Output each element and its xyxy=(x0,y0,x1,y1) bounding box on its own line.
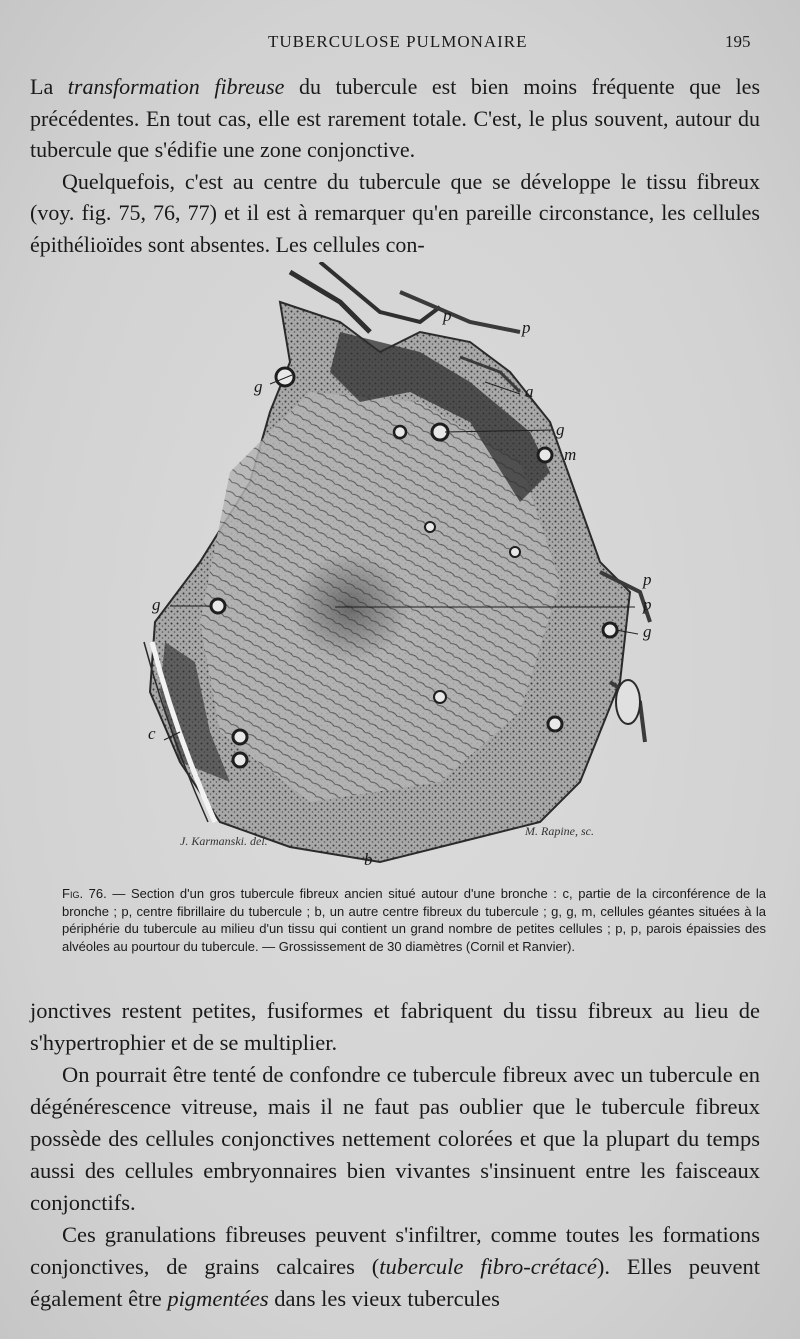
running-title: TUBERCULOSE PULMONAIRE xyxy=(268,32,528,51)
figure-caption xyxy=(62,885,766,955)
paragraph xyxy=(30,71,760,166)
label-b: b xyxy=(364,850,373,869)
emphasis-text: tubercule fibro-crétacé xyxy=(379,1254,597,1279)
tubercle-engraving xyxy=(140,262,660,872)
giant-cell xyxy=(276,368,294,386)
body-text-bottom xyxy=(30,995,760,1315)
label-p: p xyxy=(443,306,452,325)
label-a: a xyxy=(525,382,534,401)
giant-cell xyxy=(233,730,247,744)
engraver-signature: M. Rapine, sc. xyxy=(525,824,594,838)
text-run: La xyxy=(30,74,68,99)
engraver-signature: J. Karmanski. del. xyxy=(180,834,268,848)
paragraph xyxy=(30,1219,760,1315)
giant-cell xyxy=(211,599,225,613)
text-run: du tubercule est bien moins fréquente que les précédentes. En tout cas, elle est rarement totale. C'est, le plus souvent, autour du tubercule que s'édifie une zone conjonctive. xyxy=(30,74,761,162)
label-g: g xyxy=(643,622,652,641)
page-number: 195 xyxy=(725,32,751,51)
figure-tubercle-section xyxy=(140,262,660,872)
text-run: dans les vieux tubercules xyxy=(268,1286,500,1311)
label-p: p xyxy=(643,570,652,589)
paragraph: jonctives restent petites, fusiformes et fabriquent du tissu fibreux au lieu de s'hypertrophier et de se multiplier. xyxy=(30,998,760,1055)
body-text-top xyxy=(30,71,760,260)
caption-text: — Section d'un gros tubercule fibreux ancien situé autour d'une bronche : c, partie de la circonférence de la bronche ; p, centre fibrillaire du tubercule ; b, un autre centre fibreux du tubercule ; g, g, m, cellules géantes situées à la périphérie du tubercule au milieu d'un tissu qui contient un grand nombre de petites cellules ; p, p, parois épaissies des alvéoles au pourtour du tubercule. — Grossissement de 30 diamètres (Cornil et Ranvier). xyxy=(62,886,766,954)
emphasis-text: pigmentées xyxy=(167,1286,269,1311)
label-g: g xyxy=(556,420,565,439)
giant-cell xyxy=(233,753,247,767)
label-g: g xyxy=(152,595,161,614)
figure-number: Fig. 76. xyxy=(62,886,107,901)
giant-cell xyxy=(548,717,562,731)
emphasis-text: transformation fibreuse xyxy=(67,74,285,99)
label-p: p xyxy=(643,595,652,614)
giant-cell xyxy=(603,623,617,637)
paragraph: Quelquefois, c'est au centre du tubercule que se développe le tissu fibreux (voy. fig. 75, 76, 77) et il est à remarquer qu'en pareille circonstance, les cellules épithélioïdes sont absentes. Les cellules con- xyxy=(30,168,760,257)
label-m: m xyxy=(564,445,577,464)
paragraph: On pourrait être tenté de confondre ce tubercule fibreux avec un tubercule en dégénérescence vitreuse, mais il ne faut pas oublier que le tubercule fibreux possède des cellules conjonctives nettement colorées et que la plupart du temps aussi des cellules embryonnaires bien vivantes s'insinuent entre les faisceaux conjonctifs. xyxy=(30,1062,760,1215)
text-run: ). Elles peuvent également être xyxy=(30,1254,760,1311)
label-p: p xyxy=(522,318,531,337)
page-header xyxy=(0,32,800,58)
label-c: c xyxy=(148,724,156,743)
label-g: g xyxy=(254,377,263,396)
text-run: Ces granulations fibreuses peuvent s'infiltrer, comme toutes les formations conjonctives, de grains calcaires ( xyxy=(30,1222,760,1279)
giant-cell xyxy=(538,448,552,462)
